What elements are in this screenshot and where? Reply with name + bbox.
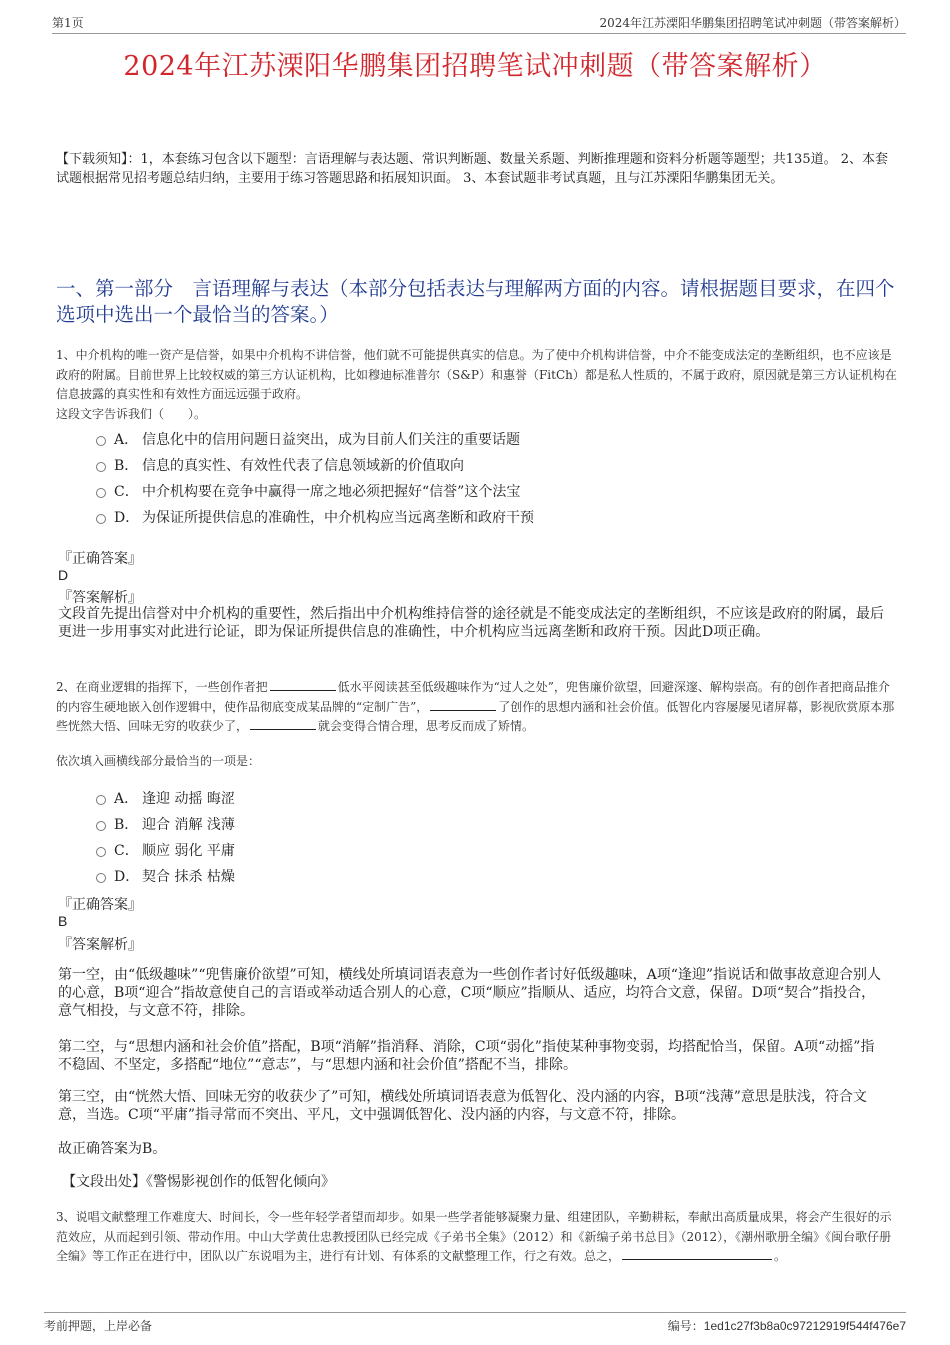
question-1-prompt: 这段文字告诉我们（ ）。 [56, 406, 207, 421]
fill-blank [250, 718, 316, 730]
radio-icon[interactable] [96, 795, 106, 805]
fill-blank [622, 1248, 772, 1260]
page-header [52, 10, 906, 34]
page-number: 第1页 [52, 16, 84, 30]
question-2-answer: B [58, 913, 68, 929]
header-doc-title: 2024年江苏溧阳华鹏集团招聘笔试冲刺题（带答案解析） [599, 16, 906, 30]
question-2-analysis-p1: 第一空，由“低级趣味”“兜售廉价欲望”可知，横线处所填词语表意为一些创作者讨好低级趣味，A项“逢迎”指说话和做事故意迎合别人的心意，B项“迎合”指故意使自己的言语或举动适合别人的心意，C项“顺应”指顺从、适应，均符合文意，保留。D项“契合”指投合，意气相投，与文意不符，排除。 [58, 967, 882, 1019]
question-2-options [96, 785, 796, 889]
question-1-option-d[interactable]: D． 为保证所提供信息的准确性，中介机构应当远离垄断和政府干预 [96, 504, 796, 530]
download-notice: 【下载须知】：1，本套练习包含以下题型：言语理解与表达题、常识判断题、数量关系题、判断推理题和资料分析题等题型；共135道。 2、本套试题根据常见招考题总结归纳，主要用于练习答题思路和拓展知识面。 3、本套试题非考试真题，且与江苏溧阳华鹏集团无关。 [56, 152, 888, 186]
radio-icon[interactable] [96, 436, 106, 446]
question-2-analysis-p3: 第三空，由“恍然大悟、回味无穷的收获少了”可知，横线处所填词语表意为低智化、没内涵的内容，B项“浅薄”意思是肤浅，符合文意，当选。C项“平庸”指寻常而不突出、平凡，文中强调低智化、没内涵的内容，与文意不符，排除。 [58, 1089, 867, 1123]
question-2-analysis-p4: 故正确答案为B。 [58, 1141, 167, 1157]
question-1-option-c[interactable]: C． 中介机构要在竞争中赢得一席之地必须把握好“信誉”这个法宝 [96, 478, 796, 504]
question-1-answer: D [58, 567, 69, 583]
fill-blank [270, 679, 336, 691]
question-1-text [56, 346, 898, 424]
question-2-answer-label: 『正确答案』 [58, 897, 142, 913]
radio-icon[interactable] [96, 514, 106, 524]
question-2-source: 【文段出处】《警惕影视创作的低智化倾向》 [62, 1174, 335, 1190]
question-2-option-a[interactable]: A． 逢迎 动摇 晦涩 [96, 785, 796, 811]
radio-icon[interactable] [96, 462, 106, 472]
question-2-text: 2、在商业逻辑的指挥下，一些创作者把 低水平阅读甚至低级趣味作为“过人之处”，兜售廉价欲望，回避深邃、解构崇高。有的创作者把商品推介的内容生硬地嵌入创作逻辑中，使作品彻底变成某品牌的“定制广告”， 了创作的思想内涵和社会价值。低智化内容屡屡见诸屏幕，影视欣赏原本那些恍然大悟、回味无穷的收获少了， 就会变得合情合理，思考反而成了矫情。 [56, 680, 895, 733]
question-2-option-c[interactable]: C． 顺应 弱化 平庸 [96, 837, 796, 863]
question-1-option-a[interactable]: A． 信息化中的信用问题日益突出，成为目前人们关注的重要话题 [96, 426, 796, 452]
radio-icon[interactable] [96, 873, 106, 883]
question-2-prompt: 依次填入画横线部分最恰当的一项是： [56, 754, 261, 768]
question-2-analysis-p2: 第二空，与“思想内涵和社会价值”搭配，B项“消解”指消释、消除，C项“弱化”指使某种事物变弱，均搭配恰当，保留。A项“动摇”指不稳固、不坚定，多搭配“地位”“意志”，与“思想内涵和社会价值”搭配不当，排除。 [58, 1039, 875, 1073]
document-title: 2024年江苏溧阳华鹏集团招聘笔试冲刺题（带答案解析） [123, 51, 827, 82]
question-3-text: 3、说唱文献整理工作难度大、时间长，令一些年轻学者望而却步。如果一些学者能够凝聚力量、组建团队，辛勤耕耘，奉献出高质量成果，将会产生很好的示范效应，从而起到引领、带动作用。中山大学黄仕忠教授团队已经完成《子弟书全集》（2012）和《新编子弟书总目》（2012），《潮州歌册全编》《闽台歌仔册全编》等工作正在进行中，团队以广东说唱为主，进行有计划、有体系的文献整理工作，行之有效。总之， 。 [56, 1210, 892, 1263]
radio-icon[interactable] [96, 488, 106, 498]
page-footer [44, 1312, 906, 1338]
question-1-answer-label: 『正确答案』 [58, 551, 142, 567]
fill-blank [430, 699, 496, 711]
radio-icon[interactable] [96, 821, 106, 831]
question-2-analysis-label: 『答案解析』 [58, 937, 142, 953]
footer-code: 编号：1ed1c27f3b8a0c97212919f544f476e7 [667, 1319, 906, 1333]
question-1-stem: 1、中介机构的唯一资产是信誉，如果中介机构不讲信誉，他们就不可能提供真实的信息。为了使中介机构讲信誉，中介不能变成法定的垄断组织，也不应该是政府的附属。目前世界上比较权威的第三方认证机构，比如穆迪标准普尔（S&P）和惠誉（FitCh）都是私人性质的，不属于政府，原因就是第三方认证机构在信息披露的真实性和有效性方面远远强于政府。 [56, 348, 897, 401]
section-heading: 一、第一部分 言语理解与表达（本部分包括表达与理解两方面的内容。请根据题目要求，在四个选项中选出一个最恰当的答案。） [56, 277, 895, 326]
question-1-options [96, 426, 796, 530]
question-1-option-b[interactable]: B． 信息的真实性、有效性代表了信息领域新的价值取向 [96, 452, 796, 478]
footer-slogan: 考前押题，上岸必备 [44, 1319, 153, 1333]
question-1-analysis: 文段首先提出信誉对中介机构的重要性，然后指出中介机构维持信誉的途径就是不能变成法定的垄断组织，不应该是政府的附属，最后更进一步用事实对此进行论证，即为保证所提供信息的准确性，中介机构应当远离垄断和政府干预。因此D项正确。 [58, 606, 884, 640]
question-2-option-b[interactable]: B． 迎合 消解 浅薄 [96, 811, 796, 837]
question-2-option-d[interactable]: D． 契合 抹杀 枯燥 [96, 863, 796, 889]
radio-icon[interactable] [96, 847, 106, 857]
question-1-analysis-label: 『答案解析』 [58, 590, 142, 606]
